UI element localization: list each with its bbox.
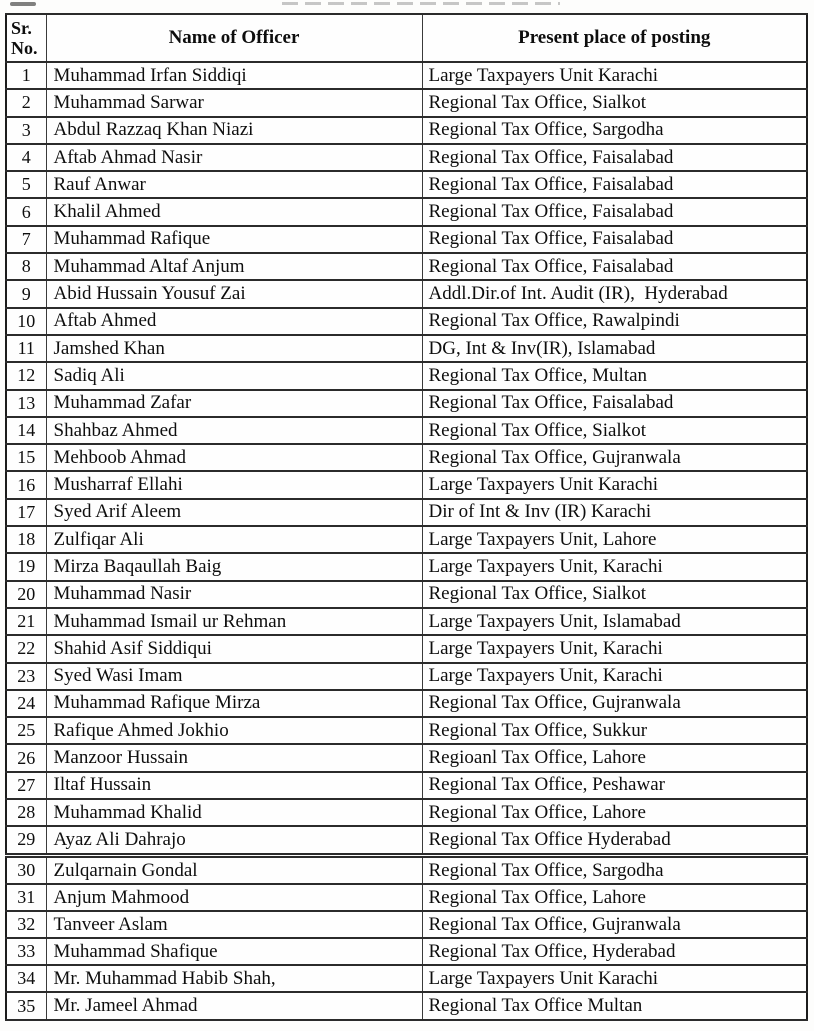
table-row [6,663,807,690]
posting-cell: Regional Tax Office, Lahore [422,799,807,826]
posting-cell: Large Taxpayers Unit Karachi [422,62,807,89]
table-row [6,280,807,307]
posting-cell: Regional Tax Office, Hyderabad [422,938,807,965]
table-segment-1 [5,13,808,855]
officer-name-cell: Ayaz Ali Dahrajo [46,826,422,853]
table-row [6,226,807,253]
officer-name-cell: Muhammad Zafar [46,390,422,417]
posting-cell: Large Taxpayers Unit Karachi [422,965,807,992]
posting-cell: Regional Tax Office, Multan [422,362,807,389]
table-row [6,635,807,662]
sr-no-cell: 11 [6,335,46,362]
table-header [6,14,807,62]
posting-cell: Dir of Int & Inv (IR) Karachi [422,499,807,526]
table-row [6,198,807,225]
sr-no-cell: 32 [6,911,46,938]
posting-cell: Regional Tax Office, Faisalabad [422,171,807,198]
officer-name-cell: Mirza Baqaullah Baig [46,553,422,580]
table-row [6,471,807,498]
header-row [6,14,807,62]
officer-name-cell: Muhammad Nasir [46,581,422,608]
officer-name-cell: Mehboob Ahmad [46,444,422,471]
posting-cell: Large Taxpayers Unit, Karachi [422,635,807,662]
sr-no-cell: 21 [6,608,46,635]
officer-name-cell: Tanveer Aslam [46,911,422,938]
table-row [6,335,807,362]
sr-no-cell: 5 [6,171,46,198]
posting-cell: Large Taxpayers Unit, Lahore [422,526,807,553]
table-row [6,826,807,853]
table-row [6,965,807,992]
scan-artifact-smudge [282,2,560,5]
officer-name-cell: Syed Wasi Imam [46,663,422,690]
sr-no-cell: 30 [6,857,46,884]
posting-cell: Regional Tax Office Multan [422,992,807,1019]
posting-cell: Regional Tax Office, Faisalabad [422,144,807,171]
posting-cell: Regional Tax Office, Faisalabad [422,198,807,225]
officer-name-cell: Muhammad Rafique [46,226,422,253]
table-row [6,911,807,938]
officer-name-cell: Aftab Ahmed [46,308,422,335]
table-body-segment-1 [6,62,807,854]
posting-cell: Regional Tax Office, Lahore [422,884,807,911]
sr-no-cell: 8 [6,253,46,280]
table-row [6,581,807,608]
sr-no-cell: 31 [6,884,46,911]
sr-no-cell: 3 [6,117,46,144]
table-row [6,144,807,171]
table-row [6,308,807,335]
table-row [6,608,807,635]
officer-name-cell: Anjum Mahmood [46,884,422,911]
sr-no-cell: 13 [6,390,46,417]
officer-name-cell: Muhammad Sarwar [46,89,422,116]
officer-name-cell: Zulqarnain Gondal [46,857,422,884]
sr-no-cell: 25 [6,717,46,744]
sr-no-cell: 12 [6,362,46,389]
table-row [6,884,807,911]
officer-name-cell: Abdul Razzaq Khan Niazi [46,117,422,144]
posting-cell: Regional Tax Office, Sialkot [422,417,807,444]
officer-name-cell: Rafique Ahmed Jokhio [46,717,422,744]
officer-name-cell: Mr. Jameel Ahmad [46,992,422,1019]
officer-name-cell: Muhammad Rafique Mirza [46,690,422,717]
officer-name-cell: Muhammad Khalid [46,799,422,826]
sr-no-cell: 26 [6,744,46,771]
table-row [6,744,807,771]
table-row [6,857,807,884]
table-row [6,799,807,826]
table-body-segment-2 [6,857,807,1020]
sr-no-cell: 1 [6,62,46,89]
table-row [6,499,807,526]
posting-cell: Regional Tax Office, Gujranwala [422,690,807,717]
posting-cell: Large Taxpayers Unit Karachi [422,471,807,498]
posting-cell: Regioanl Tax Office, Lahore [422,744,807,771]
officer-name-cell: Manzoor Hussain [46,744,422,771]
table-row [6,690,807,717]
officer-name-cell: Rauf Anwar [46,171,422,198]
sr-no-cell: 28 [6,799,46,826]
posting-cell: Regional Tax Office, Sukkur [422,717,807,744]
sr-no-cell: 34 [6,965,46,992]
officer-name-cell: Muhammad Altaf Anjum [46,253,422,280]
posting-cell: Regional Tax Office, Gujranwala [422,911,807,938]
officer-name-cell: Mr. Muhammad Habib Shah, [46,965,422,992]
table-row [6,253,807,280]
officer-name-cell: Abid Hussain Yousuf Zai [46,280,422,307]
sr-no-cell: 7 [6,226,46,253]
posting-cell: Regional Tax Office, Sialkot [422,581,807,608]
posting-cell: Regional Tax Office Hyderabad [422,826,807,853]
sr-no-cell: 33 [6,938,46,965]
posting-cell: Large Taxpayers Unit, Karachi [422,553,807,580]
table-row [6,444,807,471]
sr-no-cell: 29 [6,826,46,853]
posting-cell: DG, Int & Inv(IR), Islamabad [422,335,807,362]
officer-name-cell: Shahbaz Ahmed [46,417,422,444]
sr-no-cell: 16 [6,471,46,498]
table-row [6,417,807,444]
sr-no-cell: 9 [6,280,46,307]
posting-cell: Regional Tax Office, Sialkot [422,89,807,116]
posting-cell: Large Taxpayers Unit, Karachi [422,663,807,690]
table-row [6,717,807,744]
officer-name-cell: Aftab Ahmad Nasir [46,144,422,171]
posting-cell: Regional Tax Office, Faisalabad [422,226,807,253]
officer-name-cell: Khalil Ahmed [46,198,422,225]
table-row [6,992,807,1019]
sr-no-cell: 23 [6,663,46,690]
header-sr-line1: Sr. [11,17,32,38]
officer-name-cell: Muhammad Ismail ur Rehman [46,608,422,635]
table-row [6,772,807,799]
sr-no-cell: 20 [6,581,46,608]
header-name-of-officer: Name of Officer [46,14,422,62]
header-present-place-of-posting: Present place of posting [422,14,807,62]
sr-no-cell: 24 [6,690,46,717]
table-row [6,553,807,580]
sr-no-cell: 14 [6,417,46,444]
table-segment-2 [5,856,808,1021]
sr-no-cell: 22 [6,635,46,662]
sr-no-cell: 6 [6,198,46,225]
sr-no-cell: 15 [6,444,46,471]
posting-cell: Regional Tax Office, Gujranwala [422,444,807,471]
posting-cell: Regional Tax Office, Faisalabad [422,253,807,280]
sr-no-cell: 2 [6,89,46,116]
sr-no-cell: 19 [6,553,46,580]
header-sr-no [6,14,46,62]
officer-name-cell: Muhammad Irfan Siddiqi [46,62,422,89]
sr-no-cell: 18 [6,526,46,553]
table-row [6,89,807,116]
posting-cell: Regional Tax Office, Sargodha [422,857,807,884]
officer-name-cell: Muhammad Shafique [46,938,422,965]
posting-cell: Regional Tax Office, Faisalabad [422,390,807,417]
header-sr-line2: No. [11,38,38,58]
officer-name-cell: Musharraf Ellahi [46,471,422,498]
sr-no-cell: 17 [6,499,46,526]
table-row [6,526,807,553]
posting-cell: Regional Tax Office, Sargodha [422,117,807,144]
officer-name-cell: Jamshed Khan [46,335,422,362]
table-row [6,117,807,144]
officer-name-cell: Iltaf Hussain [46,772,422,799]
scan-artifact-mark [10,2,36,6]
table-row [6,171,807,198]
officer-name-cell: Sadiq Ali [46,362,422,389]
sr-no-cell: 27 [6,772,46,799]
officer-name-cell: Shahid Asif Siddiqui [46,635,422,662]
officer-name-cell: Zulfiqar Ali [46,526,422,553]
sr-no-cell: 10 [6,308,46,335]
posting-cell: Addl.Dir.of Int. Audit (IR), Hyderabad [422,280,807,307]
posting-cell: Regional Tax Office, Peshawar [422,772,807,799]
table-row [6,390,807,417]
posting-cell: Large Taxpayers Unit, Islamabad [422,608,807,635]
officer-name-cell: Syed Arif Aleem [46,499,422,526]
posting-cell: Regional Tax Office, Rawalpindi [422,308,807,335]
table-row [6,938,807,965]
table-row [6,362,807,389]
sr-no-cell: 35 [6,992,46,1019]
sr-no-cell: 4 [6,144,46,171]
table-row [6,62,807,89]
